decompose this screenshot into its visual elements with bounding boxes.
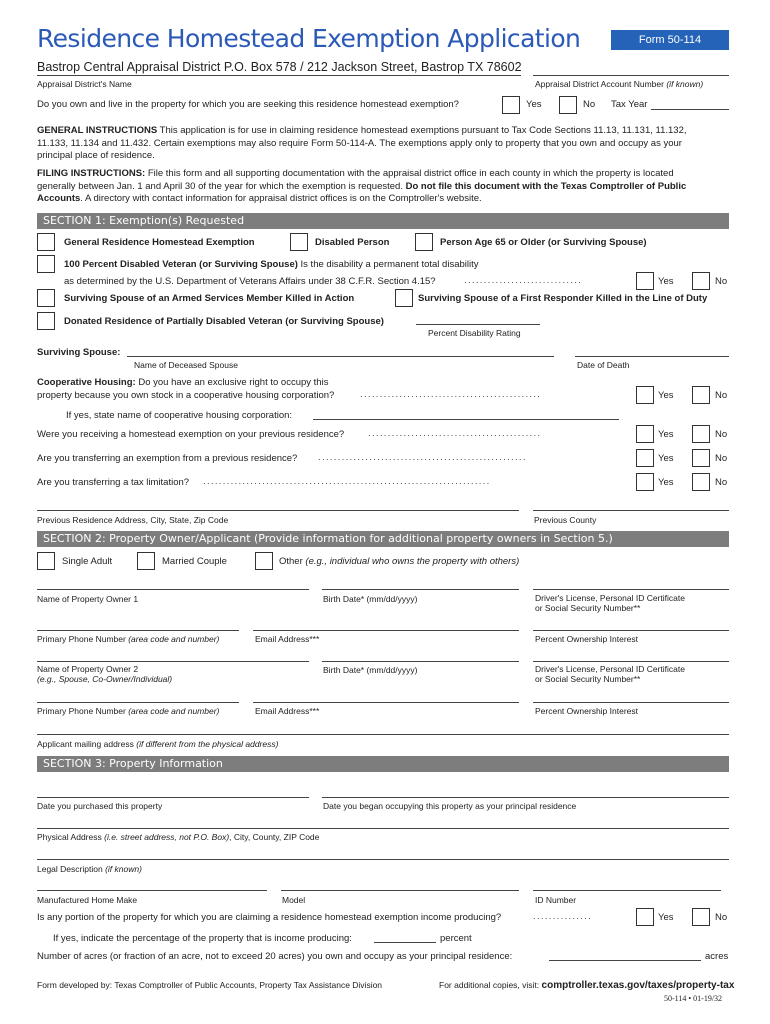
mailing-address-label: Applicant mailing address (if different from the physical address): [37, 739, 279, 749]
income-yes-checkbox[interactable]: [636, 908, 654, 926]
dot-leader: ............................................: [368, 428, 542, 439]
transfer-exemption-question: Are you transferring an exemption from a previous residence?: [37, 453, 298, 464]
transfer-limit-yes-label: Yes: [658, 477, 674, 488]
age65-checkbox[interactable]: [415, 233, 433, 251]
coop-yes-checkbox[interactable]: [636, 386, 654, 404]
account-number-label: Appraisal District Account Number (if known): [535, 79, 704, 89]
home-make-line[interactable]: [37, 890, 267, 891]
owner1-email-line[interactable]: [253, 630, 519, 631]
disabled-veteran-label: 100 Percent Disabled Veteran (or Surviving Spouse) Is the disability a permanent total disability: [64, 259, 479, 270]
disabled-person-label: Disabled Person: [315, 237, 390, 248]
occupy-date-label: Date you began occupying this property as your principal residence: [323, 801, 577, 811]
coop-question-line1: Cooperative Housing: Do you have an exclusive right to occupy this: [37, 377, 329, 388]
owner1-name-label: Name of Property Owner 1: [37, 594, 139, 604]
transfer-limit-no-label: No: [715, 477, 728, 488]
owner1-birth-label: Birth Date* (mm/dd/yyyy): [323, 594, 418, 604]
owner1-id-line[interactable]: [533, 589, 729, 590]
transfer-limit-question: Are you transferring a tax limitation?: [37, 477, 190, 488]
dot-leader: .........................................................................: [203, 476, 491, 487]
prev-county-label: Previous County: [534, 515, 597, 525]
transfer-exemption-yes-checkbox[interactable]: [636, 449, 654, 467]
owner2-phone-label: Primary Phone Number (area code and number): [37, 706, 220, 716]
acres-unit: acres: [705, 951, 729, 962]
coop-yes-label: Yes: [658, 390, 674, 401]
deceased-spouse-line[interactable]: [127, 356, 554, 357]
owner1-percent-line[interactable]: [533, 630, 729, 631]
physical-address-label: Physical Address (i.e. street address, not P.O. Box), City, County, ZIP Code: [37, 832, 320, 842]
donated-residence-label: Donated Residence of Partially Disabled Veteran (or Surviving Spouse): [64, 316, 384, 327]
owner2-birth-line[interactable]: [322, 661, 519, 662]
owner1-phone-label: Primary Phone Number (area code and number): [37, 634, 220, 644]
own-live-yes-label: Yes: [526, 99, 542, 110]
own-live-no-label: No: [583, 99, 596, 110]
filing-instructions: FILING INSTRUCTIONS: File this form and all supporting documentation with the appraisal district office in each county in which the property is located generally between Jan. 1 and April 30 of the year for which the exemption is requested. Do not file this document with the Texas Comptroller of Public Accounts. A directory with contact information for appraisal district offices is on the Comptroller's website.: [37, 168, 687, 204]
income-producing-question: Is any portion of the property for which you are claiming a residence homestead exemption income producing?: [37, 912, 502, 923]
owner2-percent-label: Percent Ownership Interest: [535, 706, 638, 716]
purchase-date-line[interactable]: [37, 797, 309, 798]
prev-address-label: Previous Residence Address, City, State, Zip Code: [37, 515, 229, 525]
prev-county-line[interactable]: [533, 510, 729, 511]
owner1-birth-line[interactable]: [322, 589, 519, 590]
home-model-line[interactable]: [281, 890, 519, 891]
veteran-no-checkbox[interactable]: [692, 272, 710, 290]
owner2-birth-label: Birth Date* (mm/dd/yyyy): [323, 665, 418, 675]
transfer-exemption-no-label: No: [715, 453, 728, 464]
owner1-email-label: Email Address***: [255, 634, 320, 644]
income-no-checkbox[interactable]: [692, 908, 710, 926]
donated-residence-checkbox[interactable]: [37, 312, 55, 330]
dot-leader: .....................................................: [318, 452, 527, 463]
general-exemption-checkbox[interactable]: [37, 233, 55, 251]
general-instructions: GENERAL INSTRUCTIONS This application is for use in claiming residence homestead exemptions pursuant to Tax Code Sections 11.13, 11.131, 11.132, 11.133, 11.134 and 11.432. Certain exemptions may also require Form 50-114-A. The exemptions apply only to property that you own and occupy as your principal place of residence.: [37, 125, 687, 161]
district-name-label: Appraisal District's Name: [37, 79, 132, 89]
other-owner-checkbox[interactable]: [255, 552, 273, 570]
dot-leader: ..............................................: [360, 389, 542, 400]
owner1-percent-label: Percent Ownership Interest: [535, 634, 638, 644]
veteran-yes-label: Yes: [658, 276, 674, 287]
veteran-permanent-question: as determined by the U.S. Department of Veterans Affairs under 38 C.F.R. Section 4.15?: [64, 276, 436, 287]
prev-exemption-question: Were you receiving a homestead exemption on your previous residence?: [37, 429, 345, 440]
footer-version: 50-114 • 01-19/32: [664, 994, 723, 1003]
coop-question-line2: property because you own stock in a cooperative housing corporation?: [37, 390, 335, 401]
home-id-label: ID Number: [535, 895, 577, 905]
transfer-exemption-no-checkbox[interactable]: [692, 449, 710, 467]
armed-services-checkbox[interactable]: [37, 289, 55, 307]
other-owner-label: Other (e.g., individual who owns the property with others): [279, 556, 520, 567]
owner1-name-line[interactable]: [37, 589, 309, 590]
disability-rating-line[interactable]: [416, 324, 540, 325]
form-title: Residence Homestead Exemption Application: [37, 24, 581, 53]
form-number-badge: Form 50-114: [611, 30, 729, 50]
date-of-death-label: Date of Death: [577, 360, 630, 370]
acres-question: Number of acres (or fraction of an acre, not to exceed 20 acres) you own and occupy as your principal residence:: [37, 951, 513, 962]
prev-exemption-yes-label: Yes: [658, 429, 674, 440]
single-adult-checkbox[interactable]: [37, 552, 55, 570]
account-number-line[interactable]: [533, 75, 729, 76]
married-couple-label: Married Couple: [162, 556, 227, 567]
income-no-label: No: [715, 912, 728, 923]
own-live-question: Do you own and live in the property for which you are seeking this residence homestead exemption?: [37, 99, 459, 110]
owner2-name-line[interactable]: [37, 661, 309, 662]
date-of-death-line[interactable]: [575, 356, 729, 357]
owner2-percent-line[interactable]: [533, 702, 729, 703]
home-model-label: Model: [282, 895, 306, 905]
tax-year-label: Tax Year: [611, 99, 648, 110]
transfer-limit-no-checkbox[interactable]: [692, 473, 710, 491]
dot-leader: ..............................: [464, 275, 583, 286]
occupy-date-line[interactable]: [322, 797, 729, 798]
disabled-person-checkbox[interactable]: [290, 233, 308, 251]
transfer-exemption-yes-label: Yes: [658, 453, 674, 464]
purchase-date-label: Date you purchased this property: [37, 801, 163, 811]
owner2-email-line[interactable]: [253, 702, 519, 703]
armed-services-label: Surviving Spouse of an Armed Services Member Killed in Action: [64, 293, 355, 304]
own-live-no-checkbox[interactable]: [559, 96, 577, 114]
first-responder-label: Surviving Spouse of a First Responder Killed in the Line of Duty: [418, 293, 708, 304]
district-name-line[interactable]: [37, 75, 521, 76]
owner1-id-label: Driver's License, Personal ID Certificate or Social Security Number**: [535, 593, 685, 613]
deceased-spouse-label: Name of Deceased Spouse: [134, 360, 238, 370]
home-id-line[interactable]: [533, 890, 721, 891]
owner2-phone-line[interactable]: [37, 702, 239, 703]
married-couple-checkbox[interactable]: [137, 552, 155, 570]
general-exemption-label: General Residence Homestead Exemption: [64, 237, 255, 248]
legal-description-label: Legal Description (if known): [37, 864, 142, 874]
coop-name-label: If yes, state name of cooperative housing corporation:: [66, 410, 293, 421]
veteran-no-label: No: [715, 276, 728, 287]
income-percent-unit: percent: [440, 933, 472, 944]
age65-label: Person Age 65 or Older (or Surviving Spouse): [440, 237, 647, 248]
owner2-id-line[interactable]: [533, 661, 729, 662]
income-percent-label: If yes, indicate the percentage of the property that is income producing:: [53, 933, 352, 944]
owner2-name-label: Name of Property Owner 2 (e.g., Spouse, Co-Owner/Individual): [37, 664, 173, 684]
dot-leader: ...............: [533, 911, 593, 922]
coop-no-label: No: [715, 390, 728, 401]
physical-address-line[interactable]: [37, 828, 729, 829]
prev-address-line[interactable]: [37, 510, 519, 511]
income-yes-label: Yes: [658, 912, 674, 923]
disability-rating-label: Percent Disability Rating: [428, 328, 521, 338]
coop-no-checkbox[interactable]: [692, 386, 710, 404]
single-adult-label: Single Adult: [62, 556, 113, 567]
own-live-yes-checkbox[interactable]: [502, 96, 520, 114]
disabled-veteran-checkbox[interactable]: [37, 255, 55, 273]
prev-exemption-no-checkbox[interactable]: [692, 425, 710, 443]
owner2-id-label: Driver's License, Personal ID Certificate or Social Security Number**: [535, 664, 685, 684]
section3-heading: SECTION 3: Property Information: [37, 756, 729, 772]
home-make-label: Manufactured Home Make: [37, 895, 138, 905]
prev-exemption-no-label: No: [715, 429, 728, 440]
section2-heading: SECTION 2: Property Owner/Applicant (Provide information for additional property owners in Section 5.): [37, 531, 729, 547]
owner2-email-label: Email Address***: [255, 706, 320, 716]
footer-copies: For additional copies, visit: comptroller.texas.gov/taxes/property-tax: [439, 980, 735, 991]
section1-heading: SECTION 1: Exemption(s) Requested: [37, 213, 729, 229]
transfer-limit-yes-checkbox[interactable]: [636, 473, 654, 491]
acres-line[interactable]: [549, 960, 701, 961]
footer-developed-by: Form developed by: Texas Comptroller of Public Accounts, Property Tax Assistance Division: [37, 980, 383, 990]
veteran-yes-checkbox[interactable]: [636, 272, 654, 290]
income-percent-line[interactable]: [374, 942, 436, 943]
first-responder-checkbox[interactable]: [395, 289, 413, 307]
legal-description-line[interactable]: [37, 859, 729, 860]
footer-url[interactable]: comptroller.texas.gov/taxes/property-tax: [541, 980, 735, 991]
owner1-phone-line[interactable]: [37, 630, 239, 631]
prev-exemption-yes-checkbox[interactable]: [636, 425, 654, 443]
surviving-spouse-label: Surviving Spouse:: [37, 347, 121, 358]
mailing-address-line[interactable]: [37, 734, 729, 735]
district-line: Bastrop Central Appraisal District P.O. Box 578 / 212 Jackson Street, Bastrop TX 78602: [37, 60, 522, 74]
coop-name-line[interactable]: [313, 419, 619, 420]
tax-year-line[interactable]: [651, 109, 729, 110]
